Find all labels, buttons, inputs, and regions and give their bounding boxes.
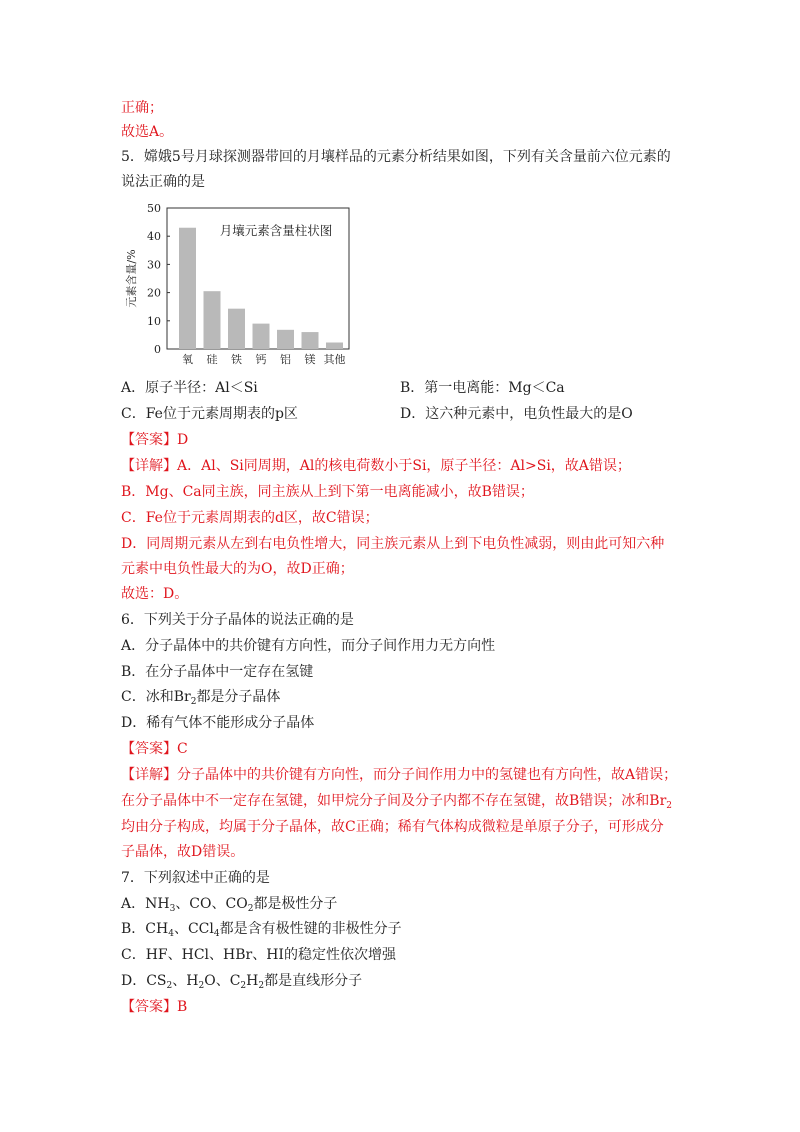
q7-option-c: C．HF、HCl、HBr、HI的稳定性依次增强: [121, 947, 396, 963]
y-tick-label: 50: [147, 202, 161, 215]
chart-bars: [179, 228, 343, 349]
q6-explanation-2: [121, 791, 672, 816]
q7-d-part: O、C: [204, 973, 241, 989]
q7-d-sub: 2: [258, 981, 265, 991]
x-tick-label: 铁: [231, 353, 242, 366]
q5-option-d: D．这六种元素中，电负性最大的是O: [400, 406, 633, 422]
bar-氧: [179, 228, 196, 349]
x-tick-label: 钙: [255, 353, 267, 366]
q6-option-d: D．稀有气体不能形成分子晶体: [121, 715, 315, 731]
y-tick-label: 10: [147, 314, 161, 328]
q7-d-part: D．CS: [121, 973, 167, 989]
y-axis-label: 元素含量/%: [125, 249, 138, 308]
q7-option-a: [121, 894, 337, 919]
q7-stem: 7．下列叙述中正确的是: [121, 870, 270, 886]
q7-d-sub: 2: [240, 981, 247, 991]
q7-d-part: 、H: [172, 973, 199, 989]
q5-explanation-2: B．Mg、Ca同主族，同主族从上到下第一电离能减小，故B错误；: [121, 484, 534, 500]
q7-option-b: [121, 919, 402, 944]
q6-option-b: B．在分子晶体中一定存在氢键: [121, 664, 314, 680]
prev-answer-line-1: 正确；: [121, 100, 163, 116]
q5-explanation-1: 【详解】A．Al、Si同周期，Al的核电荷数小于Si，原子半径：Al>Si，故A错误；: [121, 458, 631, 474]
q6-explanation-1: 【详解】分子晶体中的共价键有方向性，而分子间作用力中的氢键也有方向性，故A错误；: [121, 767, 678, 783]
element-content-bar-chart: [118, 198, 368, 370]
q7-d-sub: 2: [166, 981, 173, 991]
q5-answer: 【答案】D: [121, 432, 189, 448]
q6-option-c-text: C．冰和Br: [121, 689, 191, 705]
q5-explanation-4: D．同周期元素从左到右电负性增大，同主族元素从上到下电负性减弱，则由此可知六种: [121, 536, 665, 552]
q7-a-part: 、CO、CO: [175, 896, 248, 912]
q7-b-part: B．CH: [121, 921, 169, 937]
bar-硅: [204, 291, 221, 349]
prev-answer-line-2: 故选A。: [121, 124, 174, 140]
q6-option-c: [121, 687, 280, 712]
q7-b-part: 、CCl: [173, 921, 214, 937]
q5-option-c: C．Fe位于元素周期表的p区: [121, 406, 298, 422]
q5-stem-line-1: 5．嫦娥5号月球探测器带回的月壤样品的元素分析结果如图，下列有关含量前六位元素的: [121, 149, 671, 165]
q7-a-part: 都是极性分子: [253, 896, 338, 912]
y-tick-label: 20: [147, 286, 161, 300]
bar-铝: [277, 330, 294, 349]
q7-b-part: 都是含有极性键的非极性分子: [219, 921, 402, 937]
y-tick-label: 0: [154, 343, 161, 356]
x-tick-label: 镁: [304, 353, 316, 366]
q7-option-d: [121, 971, 362, 996]
q6-explanation-2-subscript: 2: [666, 801, 673, 811]
x-tick-label: 氧: [182, 353, 193, 366]
x-tick-label: 其他: [323, 353, 346, 366]
q6-stem: 6．下列关于分子晶体的说法正确的是: [121, 612, 354, 628]
chart-title: 月壤元素含量柱状图: [219, 223, 333, 238]
q5-explanation-5: 元素中电负性最大的为O，故D正确；: [121, 561, 354, 577]
bar-钙: [253, 324, 270, 349]
q6-explanation-2-text: 在分子晶体中不一定存在氢键，如甲烷分子间及分子内都不存在氢键，故B错误；冰和Br: [121, 793, 667, 809]
q5-option-b: B．第一电离能：Mg＜Ca: [400, 380, 565, 396]
bar-其他: [326, 343, 343, 349]
x-tick-label: 铝: [280, 353, 291, 366]
q6-answer: 【答案】C: [121, 741, 188, 757]
q6-explanation-4: 子晶体，故D错误。: [121, 844, 245, 860]
q6-option-c-subscript: 2: [190, 697, 197, 707]
q5-stem-line-2: 说法正确的是: [121, 174, 205, 190]
q7-b-sub: 4: [168, 929, 174, 939]
q5-explanation-3: C．Fe位于元素周期表的d区，故C错误；: [121, 510, 379, 526]
q7-a-sub: 2: [247, 904, 254, 914]
q5-explanation-6: 故选：D。: [121, 586, 189, 602]
q7-b-sub: 4: [213, 929, 220, 939]
q7-d-part: H: [246, 973, 259, 989]
bar-铁: [228, 309, 245, 349]
q6-option-a: A．分子晶体中的共价键有方向性，而分子间作用力无方向性: [121, 638, 496, 654]
q7-d-sub: 2: [198, 981, 205, 991]
q7-answer: 【答案】B: [121, 999, 188, 1015]
x-tick-label: 硅: [206, 353, 218, 366]
q7-d-part: 都是直线形分子: [264, 973, 363, 989]
q7-a-part: A．NH: [121, 896, 170, 912]
q6-option-c-text-end: 都是分子晶体: [196, 689, 281, 705]
y-tick-label: 40: [147, 230, 161, 244]
bar-镁: [302, 332, 319, 349]
q6-explanation-3: 均由分子构成，均属于分子晶体，故C正确；稀有气体构成微粒是单原子分子，可形成分: [121, 819, 664, 835]
q5-option-a: A．原子半径：Al＜Si: [121, 380, 258, 396]
q7-a-sub: 3: [169, 904, 176, 914]
y-tick-label: 30: [147, 258, 161, 272]
